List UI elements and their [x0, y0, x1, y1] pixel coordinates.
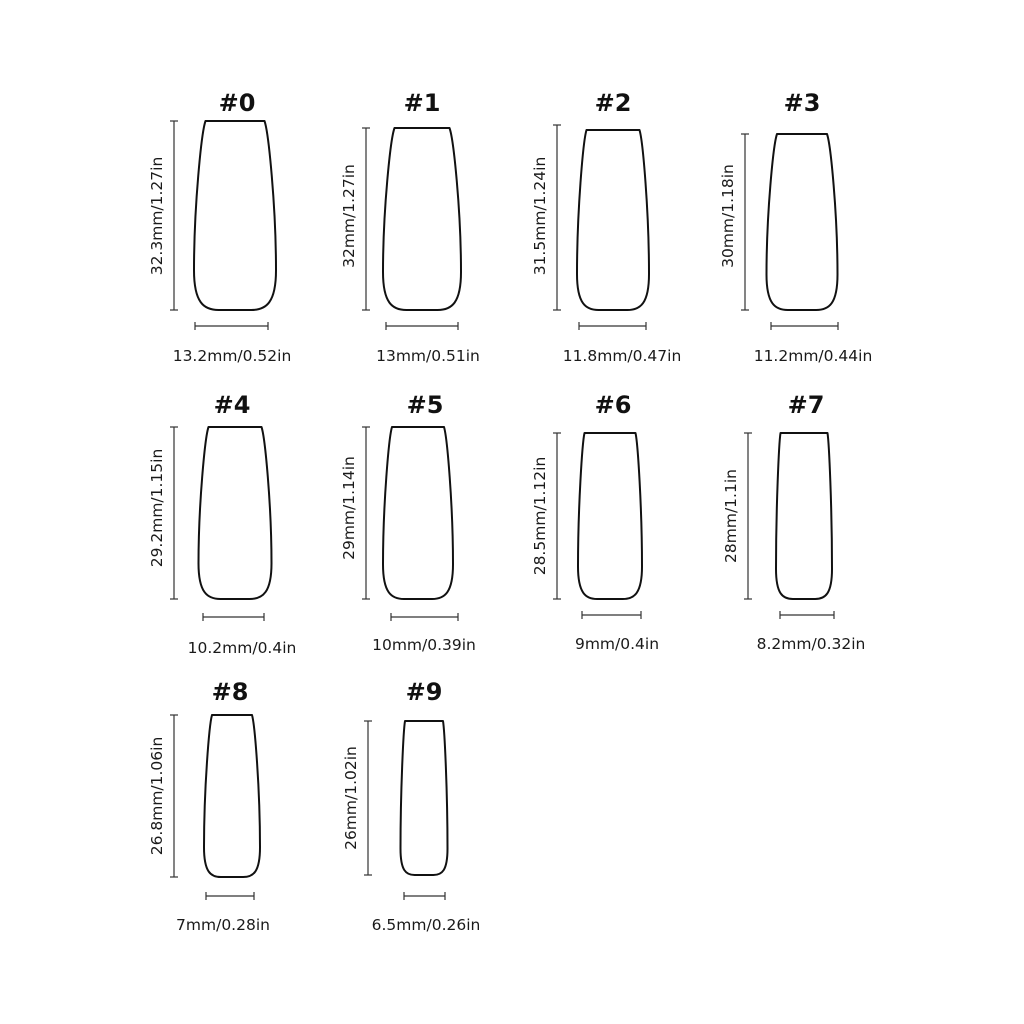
nail-size-label: #6 — [594, 391, 632, 419]
length-label: 32.3mm/1.27in — [148, 156, 166, 276]
nail-outline — [776, 433, 832, 599]
nail-outline — [577, 130, 649, 310]
nail-group-5 — [340, 391, 476, 654]
nail-size-label: #1 — [403, 89, 441, 117]
nail-group-9 — [342, 678, 480, 934]
nail-size-label: #4 — [213, 391, 251, 419]
nail-size-label: #0 — [218, 89, 256, 117]
length-label: 31.5mm/1.24in — [531, 156, 549, 276]
width-label: 9mm/0.4in — [574, 635, 660, 653]
width-label: 11.8mm/0.47in — [562, 347, 682, 365]
width-label: 6.5mm/0.26in — [371, 916, 481, 934]
nail-outline — [383, 128, 461, 310]
width-label: 13.2mm/0.52in — [172, 347, 292, 365]
nail-size-label: #9 — [405, 678, 443, 706]
width-label: 8.2mm/0.32in — [756, 635, 866, 653]
nail-outline — [199, 427, 272, 599]
width-label: 10mm/0.39in — [372, 636, 476, 654]
nail-group-6 — [531, 391, 659, 653]
length-label: 29.2mm/1.15in — [148, 448, 166, 568]
nail-outline — [401, 721, 448, 875]
length-label: 26.8mm/1.06in — [148, 736, 166, 856]
width-label: 7mm/0.28in — [176, 916, 270, 934]
nail-size-label: #8 — [211, 678, 249, 706]
width-label: 10.2mm/0.4in — [187, 639, 297, 657]
length-label: 32mm/1.27in — [340, 164, 358, 268]
nail-size-label: #7 — [787, 391, 825, 419]
length-label: 30mm/1.18in — [719, 164, 737, 268]
length-label: 28.5mm/1.12in — [531, 456, 549, 576]
nail-group-4 — [148, 391, 296, 657]
length-label: 28mm/1.1in — [722, 469, 740, 563]
length-label: 29mm/1.14in — [340, 456, 358, 560]
nail-group-7 — [722, 391, 865, 653]
nail-group-3 — [719, 89, 872, 365]
nail-group-0 — [148, 89, 291, 365]
nail-group-8 — [148, 678, 270, 934]
nail-size-label: #3 — [783, 89, 821, 117]
nail-outline — [767, 134, 838, 310]
nail-outline — [383, 427, 453, 599]
nail-group-2 — [531, 89, 681, 365]
nail-outline — [204, 715, 260, 877]
nail-outline — [578, 433, 642, 599]
width-label: 13mm/0.51in — [376, 347, 480, 365]
width-label: 11.2mm/0.44in — [753, 347, 873, 365]
nail-size-label: #2 — [594, 89, 632, 117]
nail-outline — [194, 121, 276, 310]
nail-size-label: #5 — [406, 391, 444, 419]
length-label: 26mm/1.02in — [342, 746, 360, 850]
nail-group-1 — [340, 89, 480, 365]
